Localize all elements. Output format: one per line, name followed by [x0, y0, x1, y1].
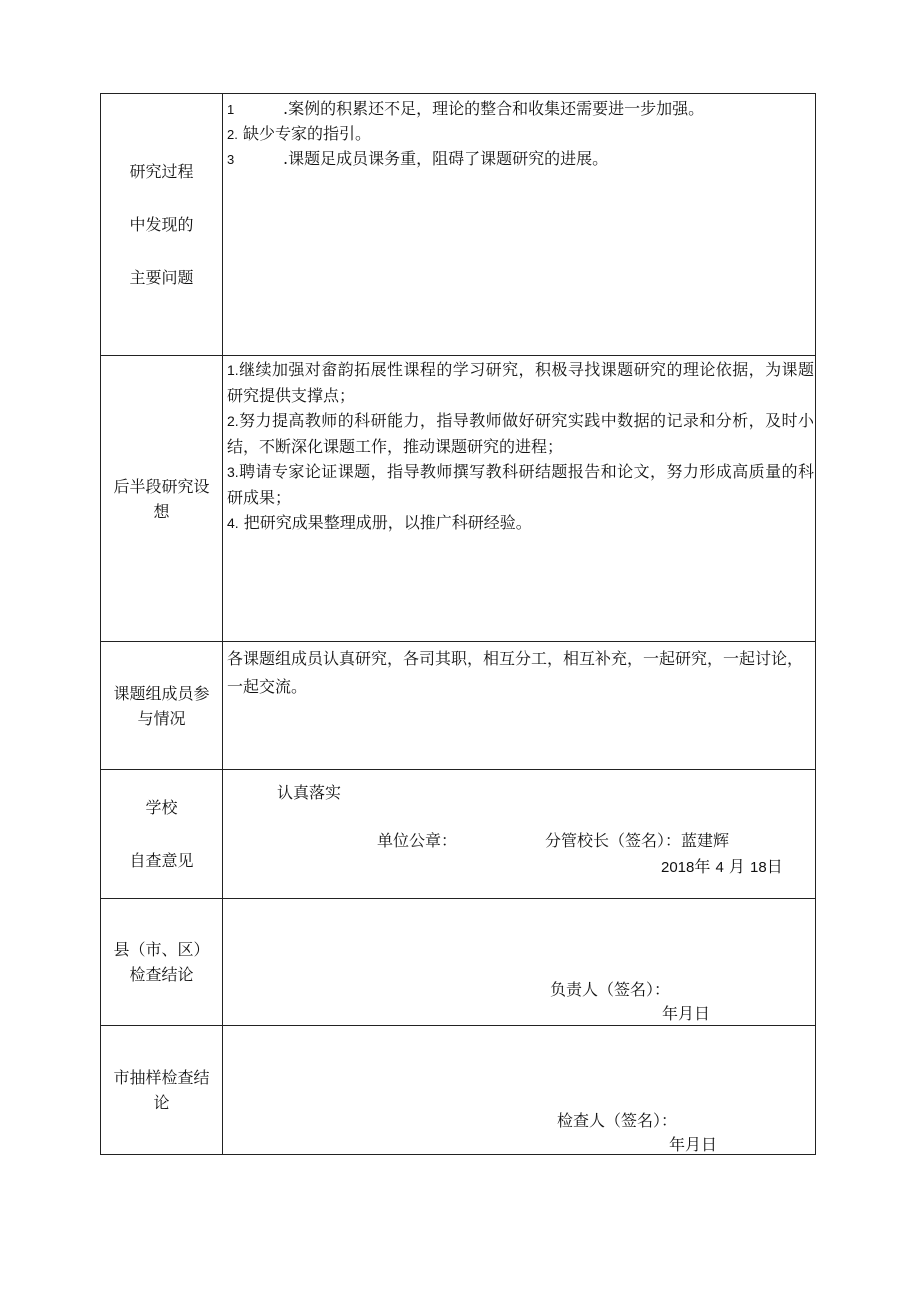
members-text: 各课题组成员认真研究，各司其职，相互分工，相互补充，一起研究，一起讨论，一起交流。 [227, 649, 804, 696]
school-date-day-unit: 日 [766, 857, 783, 876]
plan-item-1-number: 1. [227, 362, 239, 378]
school-label-line-2: 自查意见 [129, 851, 194, 870]
problems-row [101, 94, 816, 356]
plan-item-1 [227, 357, 814, 408]
problem-item-1 [227, 96, 811, 121]
school-content-cell [223, 770, 816, 899]
plans-content-cell [223, 356, 816, 642]
county-signer-label: 负责人（签名）： [550, 980, 671, 999]
school-date-year-unit: 年 [694, 857, 711, 876]
county-label-line-1: 县（市、区） [113, 940, 210, 959]
plan-item-2-text: 努力提高教师的科研能力，指导教师做好研究实践中数据的记录和分析，及时小结，不断深化课题工作，推动课题研究的进程； [227, 411, 814, 456]
city-label-cell [101, 1026, 223, 1155]
school-date-day: 18 [750, 859, 767, 876]
school-label-line-1: 学校 [145, 798, 178, 817]
school-date-month: 4 [715, 859, 724, 876]
school-label-cell [101, 770, 223, 899]
school-date-year: 2018 [661, 859, 695, 876]
city-row [101, 1026, 816, 1155]
principal-name: 蓝建辉 [681, 831, 730, 850]
school-row [101, 770, 816, 899]
plan-item-4-number: 4. [227, 515, 239, 531]
problem-item-2-number: 2. [227, 127, 238, 142]
review-form-table [100, 93, 816, 1155]
members-label-line-1: 课题组成员参 [113, 683, 210, 703]
problems-label-cell [101, 94, 223, 356]
plan-item-3-number: 3. [227, 464, 239, 480]
county-label-cell [101, 899, 223, 1026]
plans-row [101, 356, 816, 642]
plan-item-1-text: 继续加强对畲韵拓展性课程的学习研究，积极寻找课题研究的理论依据，为课题研究提供支撑点； [227, 360, 814, 405]
members-content-cell [223, 642, 816, 770]
problem-item-3-number: 3 [227, 152, 235, 167]
plans-label-line-1: 后半段研究设 [113, 476, 210, 496]
plan-item-4-text: 把研究成果整理成册，以推广科研经验。 [243, 513, 532, 532]
plan-item-4 [227, 510, 814, 536]
plans-label-cell [101, 356, 223, 642]
school-opinion: 认真落实 [277, 783, 342, 802]
school-seal-label: 单位公章： [377, 831, 458, 850]
members-label-cell [101, 642, 223, 770]
city-label-line-2: 论 [153, 1093, 170, 1112]
plan-item-3-text: 聘请专家论证课题，指导教师撰写教科研结题报告和论文，努力形成高质量的科研成果； [227, 462, 814, 507]
county-label-line-2: 检查结论 [129, 965, 194, 984]
county-content-cell [223, 899, 816, 1026]
members-row [101, 642, 816, 770]
plan-item-2 [227, 408, 814, 459]
plan-item-3 [227, 459, 814, 510]
school-date [661, 854, 783, 877]
problems-label-line-1: 研究过程 [129, 162, 194, 181]
problem-item-2-text: 缺少专家的指引。 [242, 124, 371, 143]
county-row [101, 899, 816, 1026]
problem-item-1-number: 1 [227, 102, 235, 117]
problems-content-cell [223, 94, 816, 356]
problems-label-line-3: 主要问题 [129, 268, 194, 287]
city-inspector-label: 检查人（签名）： [557, 1111, 678, 1130]
city-date: 年月日 [669, 1135, 718, 1154]
county-date: 年月日 [662, 1004, 711, 1023]
plan-item-2-number: 2. [227, 413, 239, 429]
plans-label-line-2: 想 [153, 501, 170, 521]
school-principal-signature [545, 828, 729, 851]
city-content-cell [223, 1026, 816, 1155]
problem-item-3 [227, 146, 811, 171]
city-label-line-1: 市抽样检查结 [113, 1068, 210, 1087]
school-date-month-unit: 月 [728, 857, 745, 876]
principal-label: 分管校长（签名）： [545, 831, 682, 850]
problem-item-1-text: .案例的积累还不足，理论的整合和收集还需要进一步加强。 [283, 99, 705, 118]
members-label-line-2: 与情况 [137, 708, 186, 728]
problem-item-2 [227, 121, 811, 146]
problems-label-line-2: 中发现的 [129, 215, 194, 234]
problem-item-3-text: .课题足成员课务重，阻碍了课题研究的进展。 [283, 149, 609, 168]
